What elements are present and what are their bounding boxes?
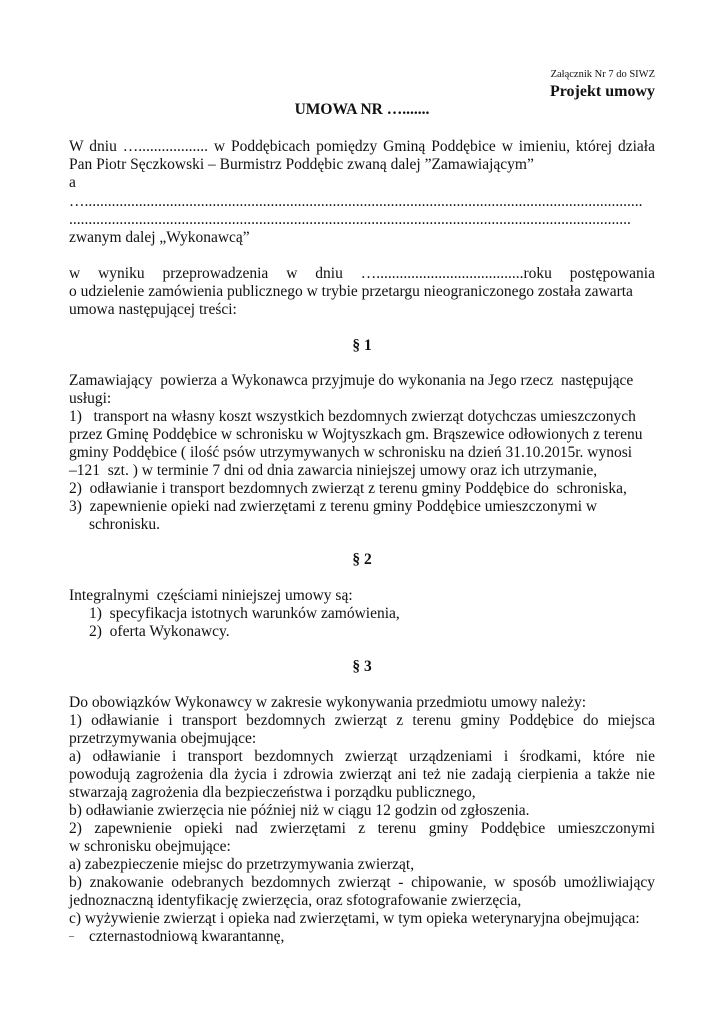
dotted-line: …................................................................................................................................................ <box>69 193 643 210</box>
section-line: 2) oferta Wykonawcy. <box>89 623 230 640</box>
intro-result-line: umowa następującej treści: <box>69 301 237 318</box>
intro-and: a <box>69 174 76 191</box>
section-line: w schronisku obejmujące: <box>69 838 231 855</box>
section-line: 2) odławianie i transport bezdomnych zwierząt z terenu gminy Poddębice do schroniska, <box>69 480 627 497</box>
section-line: b) znakowanie odebranych bezdomnych zwierząt - chipowanie, w sposób umożliwiający <box>69 874 655 891</box>
section-line: –121 szt. ) w terminie 7 dni od dnia zawarcia niniejszej umowy oraz ich utrzymanie, <box>69 462 598 479</box>
section-line: czternastodniową kwarantannę, <box>89 928 285 945</box>
dotted-line: ................................................................................................................................................. <box>69 211 631 228</box>
section-line: b) odławianie zwierzęcia nie później niż w ciągu 12 godzin od zgłoszenia. <box>69 802 530 819</box>
section-line: powodują zagrożenia dla życia i zdrowia zwierząt ani też nie zadają cierpienia a także nie <box>69 766 655 783</box>
section-line: Integralnymi częściami niniejszej umowy są: <box>69 587 353 604</box>
section-line: stwarzają zagrożenia dla bezpieczeństwa i porządku publicznego, <box>69 784 476 801</box>
section-line: 1) specyfikacja istotnych warunków zamówienia, <box>89 605 400 622</box>
section-line: Do obowiązków Wykonawcy w zakresie wykonywania przedmiotu umowy należy: <box>69 694 587 711</box>
draft-label: Projekt umowy <box>549 83 655 100</box>
annex-label: Załącznik Nr 7 do SIWZ <box>550 69 655 80</box>
section-line: a) zabezpieczenie miejsc do przetrzymywania zwierząt, <box>69 856 415 873</box>
section-line: 1) odławianie i transport bezdomnych zwierząt z terenu gminy Poddębice do miejsca <box>69 712 655 729</box>
intro-line: W dniu ….................. w Poddębicach pomiędzy Gminą Poddębice w imieniu, której działa <box>69 138 655 155</box>
intro-result-line: w wyniku przeprowadzenia w dniu …......................................roku postępowania <box>69 265 655 282</box>
section-line: gminy Poddębice ( ilość psów utrzymywanych w schronisku na dzień 31.10.2015r. wynosi <box>69 444 633 461</box>
section-line: jednoznaczną identyfikację zwierzęcia, oraz sfotografowanie zwierzęcia, <box>69 892 522 909</box>
section-line: 3) zapewnienie opieki nad zwierzętami z terenu gminy Poddębice umieszczonymi w <box>69 498 598 515</box>
section-line: przetrzymywania obejmujące: <box>69 730 257 747</box>
section-line: schronisku. <box>89 516 161 533</box>
section-line: Zamawiający powierza a Wykonawca przyjmuje do wykonania na Jego rzecz następujące <box>69 372 634 389</box>
intro-result-line: o udzielenie zamówienia publicznego w trybie przetargu nieograniczonego została zawarta <box>69 283 633 300</box>
section-line: a) odławianie i transport bezdomnych zwierząt urządzeniami i środkami, które nie <box>69 748 655 765</box>
dash-bullet: – <box>69 931 74 942</box>
section-line: przez Gminę Poddębice w schronisku w Wojtyszkach gm. Brąszewice odłowionych z terenu <box>69 426 643 443</box>
contract-title: UMOWA NR …....... <box>294 101 430 118</box>
section-heading: § 3 <box>352 658 372 675</box>
section-heading: § 1 <box>352 337 372 354</box>
contractor-label: zwanym dalej „Wykonawcą” <box>69 229 250 246</box>
section-line: usługi: <box>69 390 112 407</box>
section-heading: § 2 <box>352 551 372 568</box>
intro-line: Pan Piotr Sęczkowski – Burmistrz Poddębic zwaną dalej ”Zamawiającym” <box>69 156 534 173</box>
section-line: 2) zapewnienie opieki nad zwierzętami z terenu gminy Poddębice umieszczonymi <box>69 820 655 837</box>
section-line: 1) transport na własny koszt wszystkich bezdomnych zwierząt dotychczas umieszczonych <box>69 408 636 425</box>
section-line: c) wyżywienie zwierząt i opieka nad zwierzętami, w tym opieka weterynaryjna obejmująca: <box>69 910 640 927</box>
